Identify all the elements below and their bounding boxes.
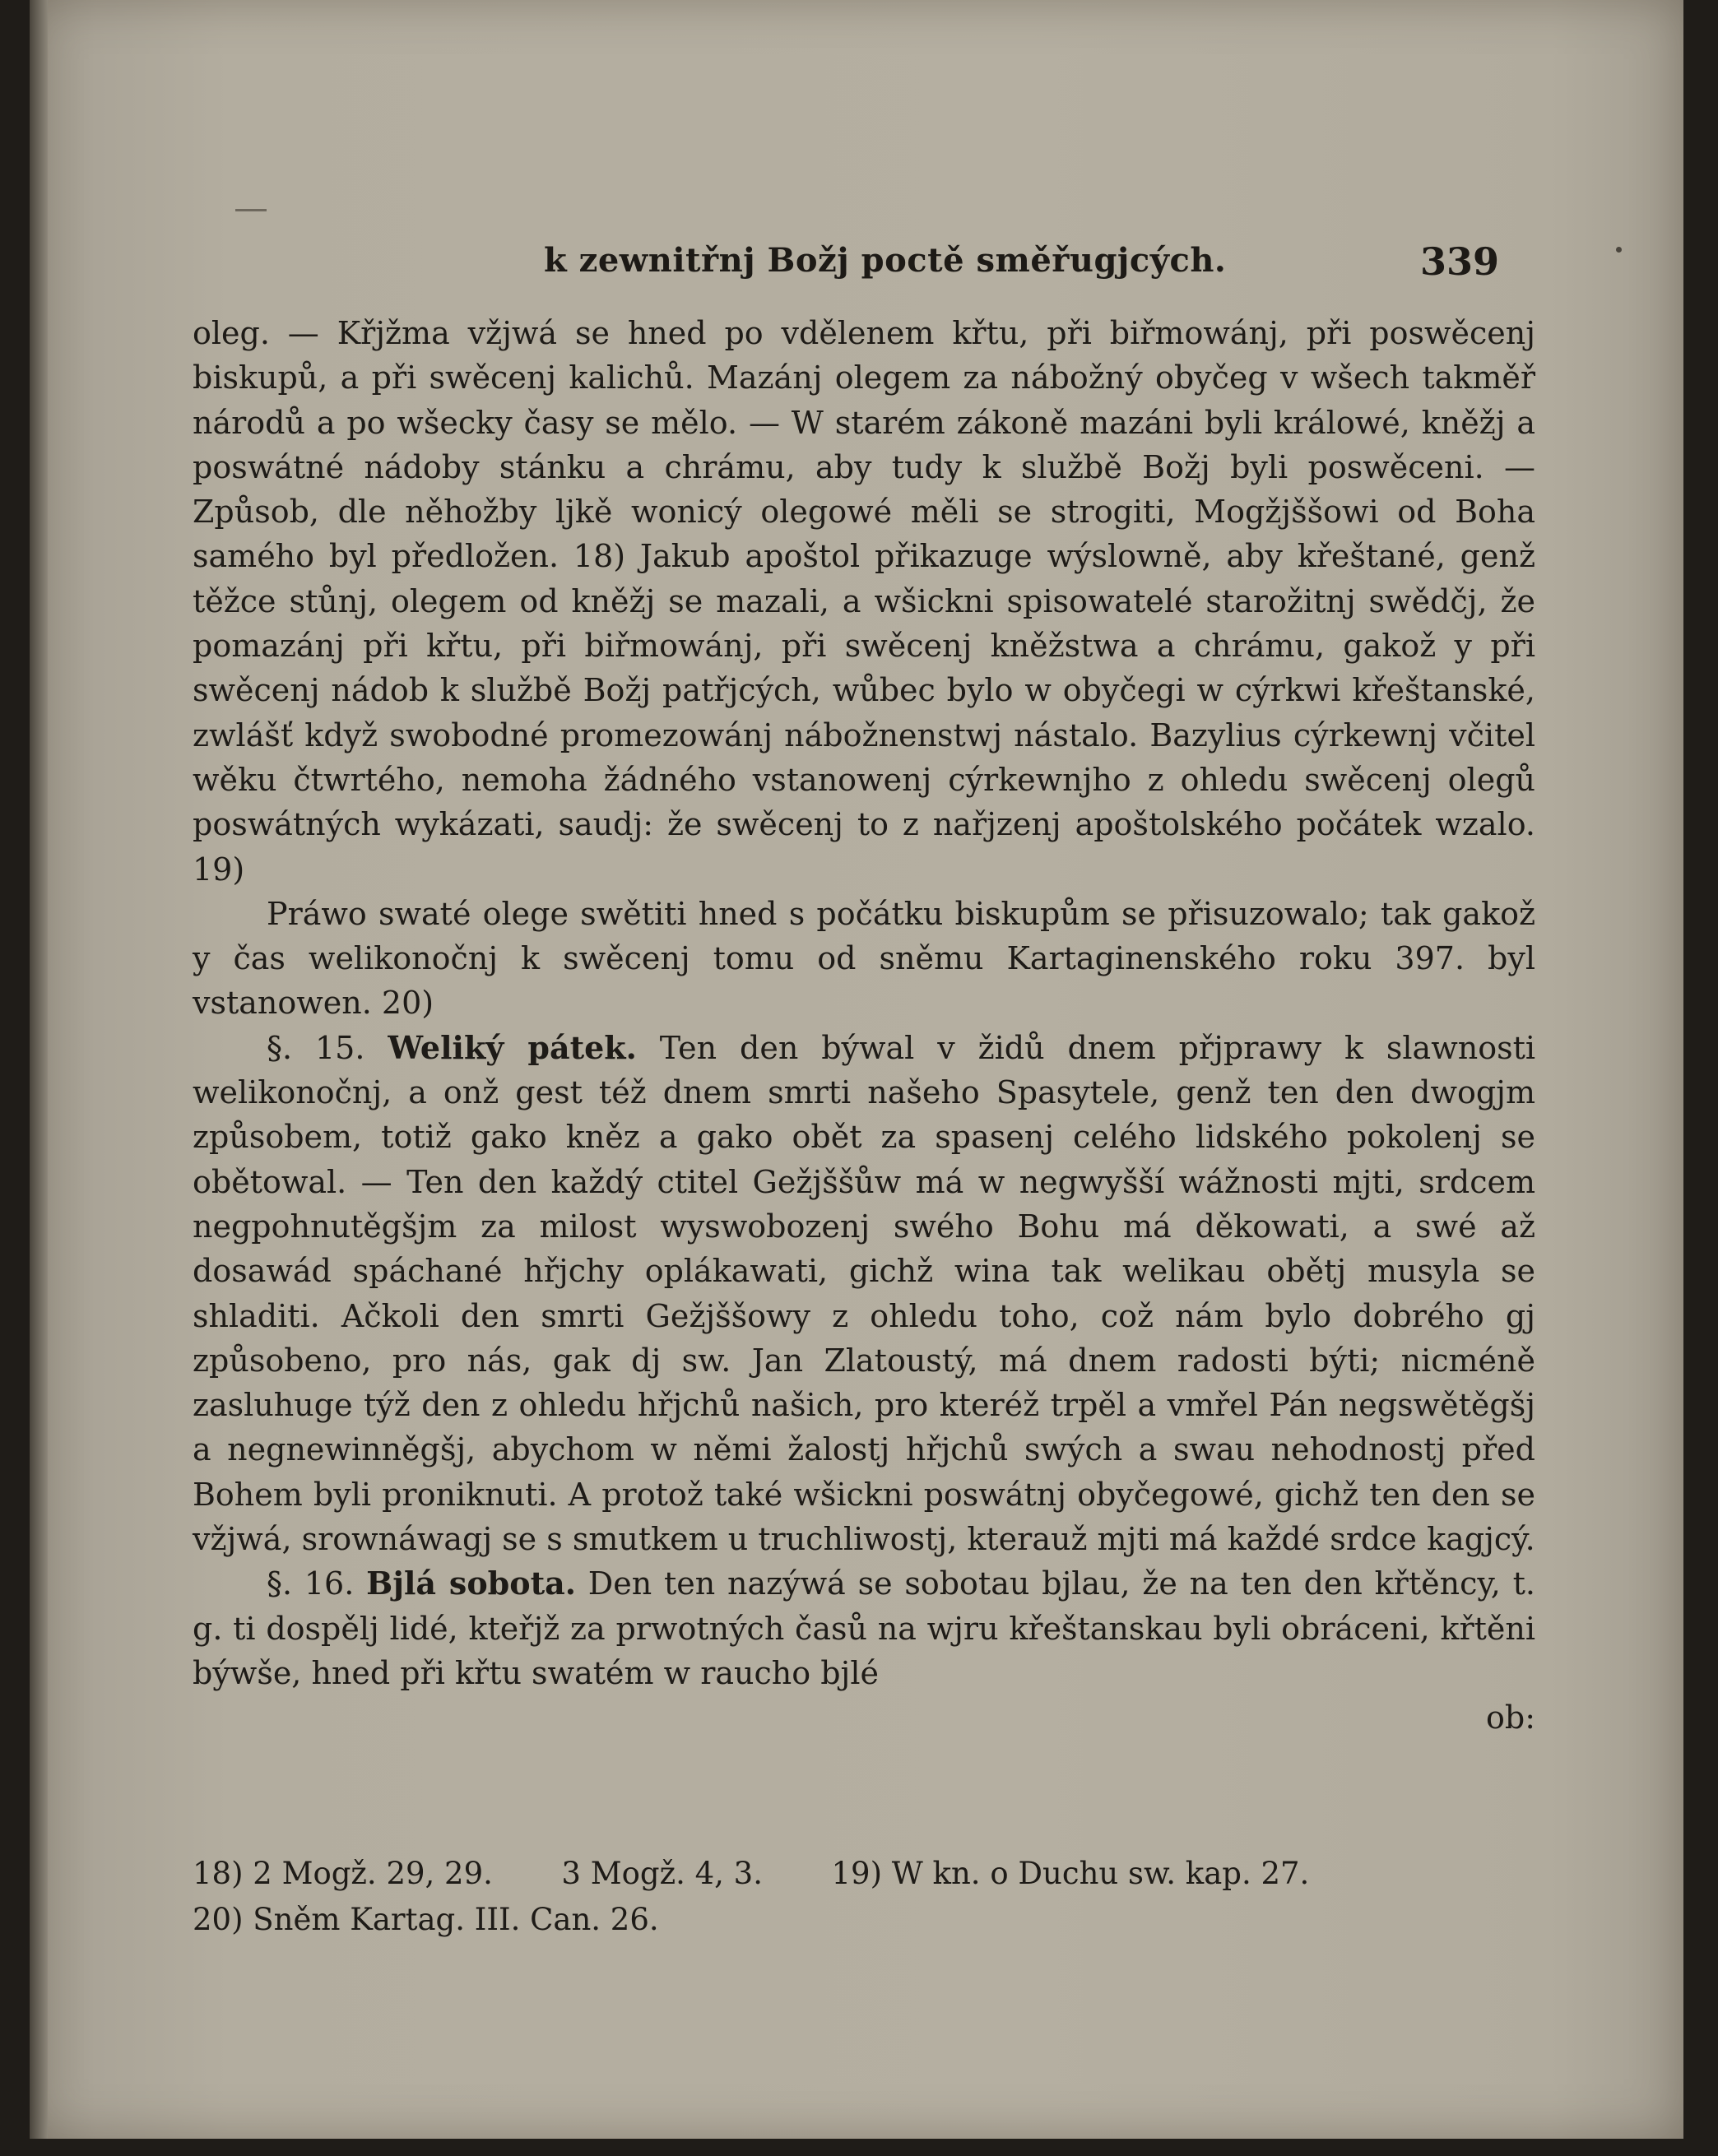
section-16-label: §. 16. [267,1565,355,1602]
footnote-20: 20) Sněm Kartag. III. Can. 26. [193,1902,659,1937]
section-16-text: Den ten nazýwá se sobotau bjlau, že na ten den křtěncy, t. g. ti dospělj lidé, kteřjž za prwotných časů na wjru křeštanskau byli obráceni, křtěni býwše, hned při křtu swatém w raucho bjlé [193,1565,1535,1691]
footnote-18: 18) 2 Mogž. 29, 29. [193,1856,493,1891]
footnote-line-2 [193,1897,1535,1943]
footnote-19: 19) W kn. o Duchu sw. kap. 27. [831,1856,1310,1891]
catchword-line [193,1695,1535,1740]
body-text [193,311,1535,1741]
paragraph-1: oleg. — Křjžma vžjwá se hned po vdělenem křtu, při biřmowánj, při poswěcenj biskupů, a při swěcenj kalichů. Mazánj olegem za nábožný obyčeg v wšech takměř národů a po wšecky časy se mělo. — W starém zákoně mazáni byli králowé, kněžj a poswátné nádoby stánku a chrámu, aby tudy k službě Božj byli poswěceni. — Způsob, dle něhožby ljkě wonicý olegowé měli se strogiti, Mogžjššowi od Boha samého byl předložen. 18) Jakub apoštol přikazuge wýslowně, aby křeštané, genž těžce stůnj, olegem od kněžj se mazali, a wšickni spisowatelé starožitnj swědčj, že pomazánj při křtu, při biřmowánj, při swěcenj kněžstwa a chrámu, gakož y při swěcenj nádob k službě Božj patřjcých, wůbec bylo w obyčegi w cýrkwi křeštanské, zwlášť když swobodné promezowánj nábožnenstwj nástalo. Bazylius cýrkewnj včitel wěku čtwrtého, nemoha žádného vstanowenj cýrkewnjho z ohledu swěcenj olegů poswátných wykázati, saudj: že swěcenj to z nařjzenj apoštolského počátek wzalo. 19) [193,315,1535,888]
section-15-text: Ten den býwal v židů dnem přjprawy k slawnosti welikonočnj, a onž gest též dnem smrti našeho Spasytele, genž ten den dwogjm způsobem, totiž gako kněz a gako obět za spasenj celého lidského pokolenj se obětowal. — Ten den každý ctitel Gežjššůw má w negwyšší wážnosti mjti, srdcem negpohnutěgšjm za milost wyswobozenj swého Bohu má děkowati, a swé až dosawád spáchané hřjchy oplákawati, gichž wina tak welikau obětj musyla se shladiti. Ačkoli den smrti Gežjššowy z ohledu toho, což nám bylo dobrého gj způsobeno, pro nás, gak dj sw. Jan Zlatoustý, má dnem radosti býti; nicméně zasluhuge týž den z ohledu hřjchů našich, pro kteréž trpěl a vmřel Pán negswětěgšj a negnewinněgšj, abychom w němi žalostj hřjchů swých a swau nehodnostj před Bohem byli proniknuti. A protož také wšickni poswátnj obyčegowé, gichž ten den se vžjwá, srownáwagj se s smutkem u truchliwostj, kterauž mjti má každé srdce kagjcý. [193,1029,1535,1558]
footnote-line-1 [193,1851,1535,1897]
book-page [30,0,1683,2139]
page-gutter-shadow [30,0,48,2139]
catchword: ob: [1485,1699,1535,1736]
section-15 [193,1026,1535,1562]
footnotes [193,1851,1535,1943]
section-15-label: §. 15. [267,1029,365,1066]
section-16-title: Bjlá sobota. [366,1565,576,1602]
page-number: 339 [1420,239,1500,284]
margin-dash-mark [235,209,267,211]
section-16 [193,1561,1535,1695]
page-header [30,234,1683,292]
footnote-18-b: 3 Mogž. 4, 3. [561,1856,763,1891]
running-title: k zewnitřnj Božj poctě směřugjcých. [544,241,1227,280]
paragraph-2: Práwo swaté olege swětiti hned s počátku biskupům se přisuzowalo; tak gakož y čas welikonočnj k swěcenj tomu od sněmu Kartaginenského roku 397. byl vstanowen. 20) [193,895,1535,1022]
section-15-title: Weliký pátek. [388,1028,637,1066]
